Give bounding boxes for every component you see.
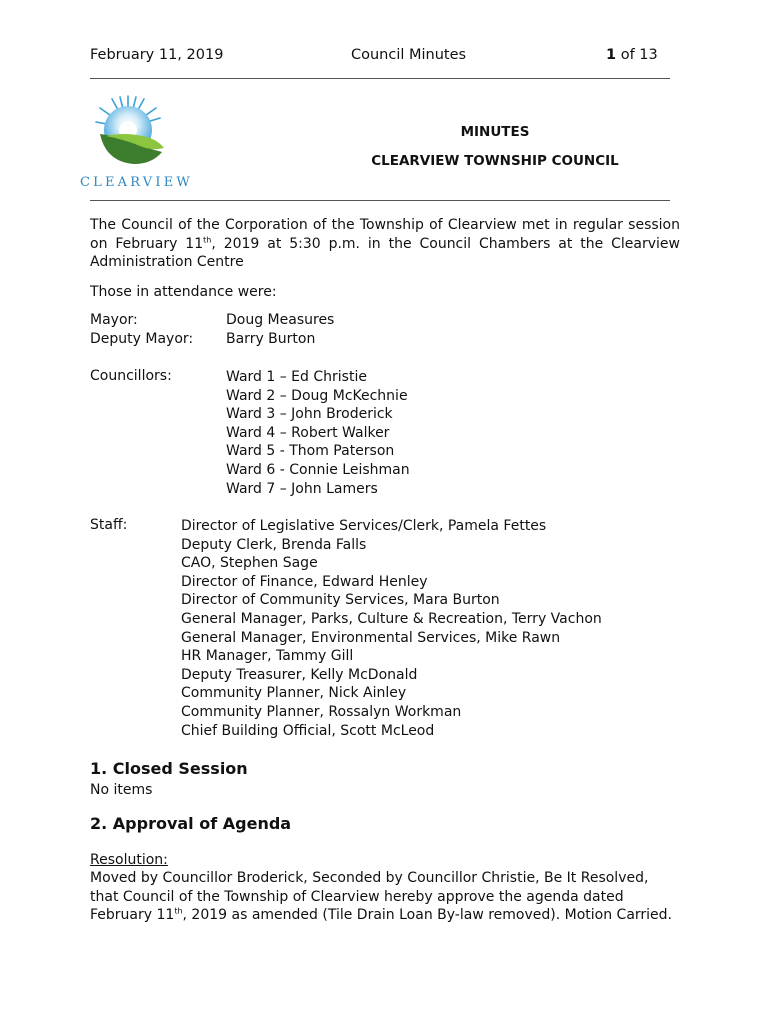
intro-text-1: The Council of the Corporation of the Township of Clearview met in regular session on February 11 [90,217,680,252]
section-heading: 2. Approval of Agenda [90,814,292,833]
list-item: Chief Building Official, Scott McLeod [181,722,435,739]
logo-text: CLEARVIEW [80,175,193,190]
section-heading: 1. Closed Session [90,759,248,778]
list-item: Ward 7 – John Lamers [226,480,378,497]
attendance-label: Those in attendance were: [90,284,277,300]
list-item: Director of Finance, Edward Henley [181,573,428,590]
deputy-mayor-label: Deputy Mayor: [90,331,194,347]
deputy-mayor-name: Barry Burton [226,331,316,347]
page-number: 1 [606,47,617,63]
list-item: Director of Community Services, Mara Burton [181,592,500,609]
councillors-label: Councillors: [90,368,172,384]
list-item: Deputy Treasurer, Kelly McDonald [181,666,418,683]
resolution-sup: th [174,906,183,916]
list-item: CAO, Stephen Sage [181,555,318,572]
header-page [606,47,658,63]
list-item: Director of Legislative Services/Clerk, Pamela Fettes [181,518,547,534]
resolution-text-2: , 2019 as amended (Tile Drain Loan By-law removed). Motion Carried. [182,907,672,923]
title-rule [90,200,670,201]
header-title: Council Minutes [351,47,467,63]
list-item: Ward 2 – Doug McKechnie [226,387,408,404]
mayor-name: Doug Measures [226,312,335,328]
closed-session-body: No items [90,782,153,798]
list-item: Deputy Clerk, Brenda Falls [181,536,367,553]
mayor-label: Mayor: [90,312,138,328]
resolution-text-1: Moved by Councillor Broderick, Seconded by Councillor Christie, Be It Resolved, that Council of the Township of Clearview hereby approve the agenda dated February 11 [90,870,649,923]
clearview-logo [76,90,196,190]
intro-text-2: , 2019 at 5:30 p.m. in the Council Chambers at the Clearview Administration Centre [90,235,680,270]
resolution-text [90,869,680,925]
list-item: Ward 4 – Robert Walker [226,424,390,441]
list-item: Community Planner, Nick Ainley [181,685,407,702]
section-closed-session [90,759,248,778]
list-item: Ward 1 – Ed Christie [226,369,367,385]
list-item: Ward 3 – John Broderick [226,406,393,423]
list-item: General Manager, Environmental Services, Mike Rawn [181,629,561,646]
section-approval-agenda [90,814,291,833]
resolution-label [90,851,680,870]
list-item: Ward 5 - Thom Paterson [226,443,395,460]
page-of: of 13 [620,47,658,63]
councillors-list [226,368,410,498]
intro-paragraph [90,216,680,272]
minutes-title: MINUTES [460,124,530,140]
staff-label: Staff: [90,517,128,533]
header-date: February 11, 2019 [90,47,224,63]
staff-list [181,517,602,740]
resolution-label-text: Resolution: [90,852,168,868]
list-item: General Manager, Parks, Culture & Recreation, Terry Vachon [181,610,602,627]
list-item: HR Manager, Tammy Gill [181,648,354,665]
council-title: CLEARVIEW TOWNSHIP COUNCIL [371,153,619,169]
intro-sup: th [203,234,212,244]
list-item: Ward 6 - Connie Leishman [226,461,410,478]
header-rule [90,78,670,79]
list-item: Community Planner, Rossalyn Workman [181,703,462,720]
clearview-logo-icon [76,90,196,190]
